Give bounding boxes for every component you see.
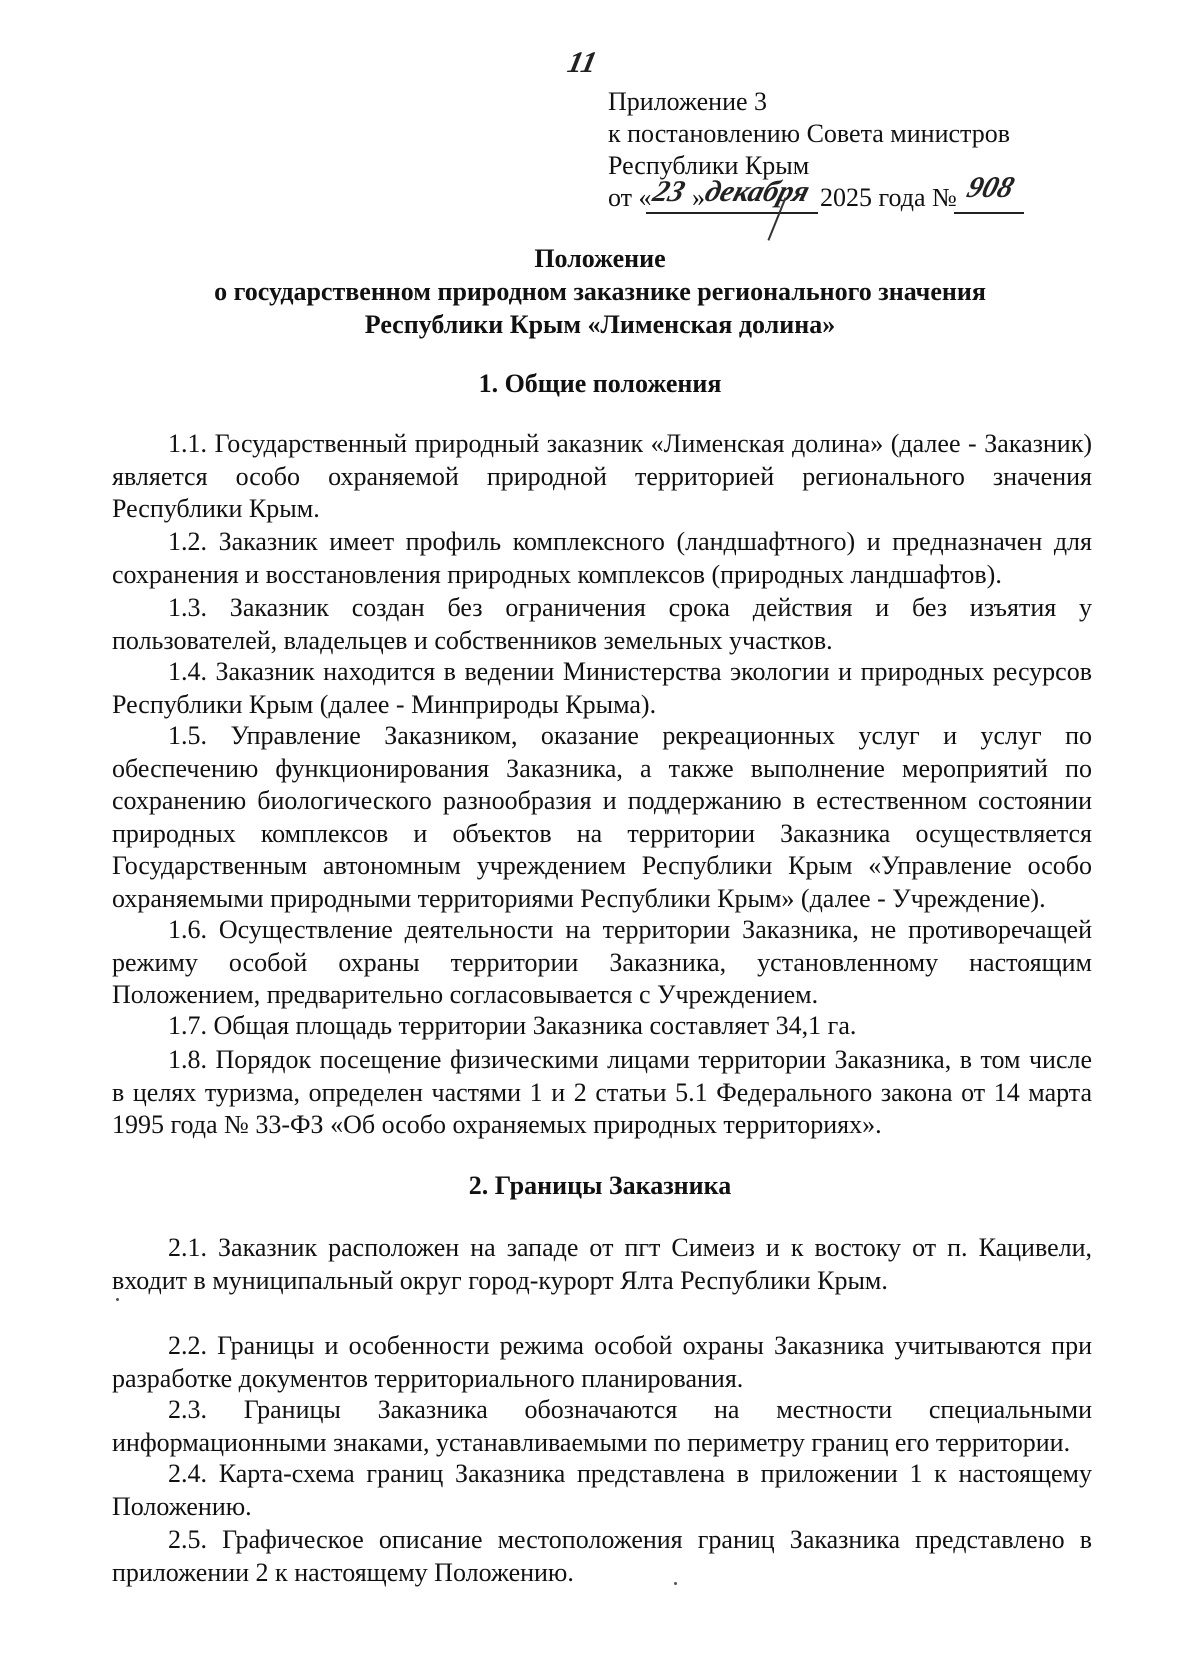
- document-title: [110, 242, 1090, 341]
- paragraph-2-5: 2.5. Графическое описание местоположения границ Заказника представлено в приложении 2 к настоящему Положению.: [112, 1525, 1092, 1587]
- title-line-3: Республики Крым «Лименская долина»: [364, 310, 836, 339]
- paragraph-2-4: 2.4. Карта-схема границ Заказника представлена в приложении 1 к настоящему Положению.: [112, 1459, 1092, 1521]
- appendix-republic: Республики Крым: [608, 151, 810, 180]
- date-mid: »: [692, 183, 705, 212]
- handwritten-day: 23: [649, 175, 689, 208]
- date-underline: [646, 212, 818, 214]
- scan-speck: [674, 1582, 677, 1585]
- paragraph-2-3: 2.3. Границы Заказника обозначаются на местности специальными информационными знаками, устанавливаемыми по периметру границ его территории.: [112, 1395, 1092, 1457]
- paragraph-1-6: 1.6. Осуществление деятельности на территории Заказника, не противоречащей режиму особой охраны территории Заказника, установленному настоящим Положением, предварительно согласовывается с Учреждением.: [112, 915, 1092, 1010]
- date-year: 2025 года №: [820, 183, 957, 212]
- paragraph-1-8: 1.8. Порядок посещение физическими лицами территории Заказника, в том числе в целях туризма, определен частями 1 и 2 статьи 5.1 Федерального закона от 14 марта 1995 года № 33-ФЗ «Об особо охраняемых природных территориях».: [112, 1045, 1092, 1140]
- title-line-1: Положение: [534, 244, 666, 273]
- paragraph-1-7: 1.7. Общая площадь территории Заказника составляет 34,1 га.: [168, 1011, 857, 1040]
- section-2-heading: 2. Границы Заказника: [468, 1171, 732, 1200]
- paragraph-1-1: 1.1. Государственный природный заказник «Лименская долина» (далее - Заказник) является особо охраняемой природной территорией регионального значения Республики Крым.: [112, 429, 1092, 524]
- number-underline: [954, 212, 1024, 214]
- paragraph-1-5: 1.5. Управление Заказником, оказание рекреационных услуг и услуг по обеспечению функционирования Заказника, а также выполнение мероприятий по сохранению биологического разнообразия и поддержанию в естественном состоянии природных комплексов и объектов на территории Заказника осуществляется Государственным автономным учреждением Республики Крым «Управление особо охраняемыми природными территориями Республики Крым» (далее - Учреждение).: [112, 721, 1092, 913]
- appendix-header: [608, 86, 1088, 214]
- handwritten-page-number: 11: [564, 46, 600, 79]
- paragraph-1-2: 1.2. Заказник имеет профиль комплексного (ландшафтного) и предназначен для сохранения и восстановления природных комплексов (природных ландшафтов).: [112, 527, 1092, 589]
- appendix-title: Приложение 3: [608, 87, 768, 116]
- paragraph-2-2: 2.2. Границы и особенности режима особой охраны Заказника учитываются при разработке документов территориального планирования.: [112, 1331, 1092, 1393]
- date-prefix: от «: [608, 183, 652, 212]
- handwritten-month: декабря: [701, 175, 814, 208]
- paragraph-1-4: 1.4. Заказник находится в ведении Министерства экологии и природных ресурсов Республики Крым (далее - Минприроды Крыма).: [112, 657, 1092, 719]
- title-line-2: о государственном природном заказнике регионального значения: [214, 277, 986, 306]
- appendix-date-line: [608, 171, 1088, 214]
- paragraph-2-1: 2.1. Заказник расположен на западе от пгт Симеиз и к востоку от п. Кацивели, входит в муниципальный округ город-курорт Ялта Республики Крым.: [112, 1233, 1092, 1295]
- paragraph-1-3: 1.3. Заказник создан без ограничения срока действия и без изъятия у пользователей, владельцев и собственников земельных участков.: [112, 593, 1092, 655]
- section-1-heading: 1. Общие положения: [478, 369, 722, 398]
- handwritten-number: 908: [963, 171, 1018, 204]
- scan-speck: [116, 1298, 119, 1301]
- appendix-resolution: к постановлению Совета министров: [608, 119, 1010, 148]
